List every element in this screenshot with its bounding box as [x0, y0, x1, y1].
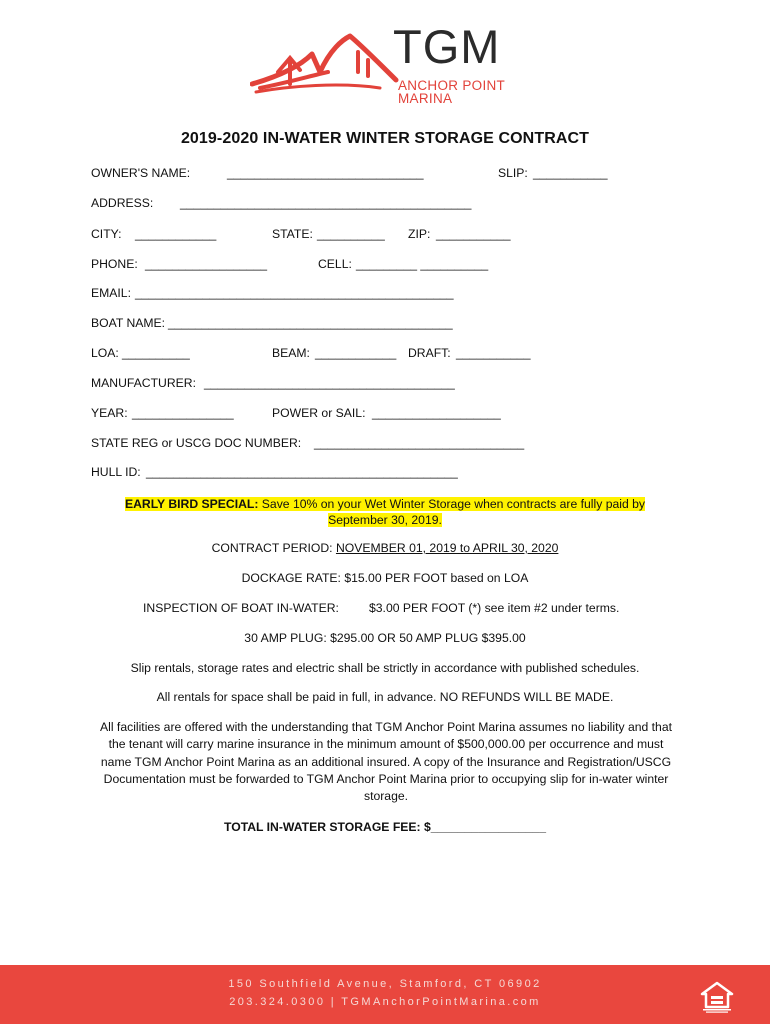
phone-field[interactable]: __________________	[145, 257, 268, 271]
state-field[interactable]: __________	[317, 227, 385, 241]
early-bird-special	[0, 496, 770, 528]
inspection-label: INSPECTION OF BOAT IN-WATER:	[143, 601, 339, 615]
boat-name-label: BOAT NAME:	[91, 316, 166, 330]
email-label: EMAIL:	[91, 286, 131, 300]
amp-plug-rates: 30 AMP PLUG: $295.00 OR 50 AMP PLUG $395.00	[244, 631, 526, 645]
year-label: YEAR:	[91, 406, 128, 420]
special-title: EARLY BIRD SPECIAL:	[124, 497, 259, 511]
draft-label: DRAFT:	[408, 346, 451, 360]
year-field[interactable]: _______________	[132, 406, 234, 420]
beam-field[interactable]: ____________	[315, 346, 397, 360]
roofline-logo-icon	[250, 32, 400, 102]
address-label: ADDRESS:	[91, 196, 154, 210]
dockage-rate: DOCKAGE RATE: $15.00 PER FOOT based on LOA	[241, 571, 529, 585]
period-label: CONTRACT PERIOD:	[211, 541, 333, 555]
cell-label: CELL:	[318, 257, 352, 271]
footer-bar	[0, 965, 770, 1024]
registration-field[interactable]: _______________________________	[314, 436, 525, 450]
page-title: 2019-2020 IN-WATER WINTER STORAGE CONTRACT	[180, 130, 590, 147]
loa-label: LOA:	[91, 346, 119, 360]
footer-contact: 203.324.0300 | TGMAnchorPointMarina.com	[229, 996, 541, 1008]
power-sail-field[interactable]: ___________________	[372, 406, 501, 420]
beam-label: BEAM:	[272, 346, 310, 360]
manufacturer-field[interactable]: _____________________________________	[204, 376, 455, 390]
hull-id-field[interactable]: ______________________________________________	[146, 465, 458, 479]
owner-name-field[interactable]: _____________________________	[227, 166, 424, 180]
slip-field[interactable]: ___________	[533, 166, 608, 180]
city-field[interactable]: ____________	[135, 227, 217, 241]
contract-period	[0, 541, 770, 556]
equal-housing-icon	[700, 980, 734, 1014]
address-field[interactable]: ___________________________________________	[180, 196, 472, 210]
logo-name: TGM	[393, 20, 501, 73]
logo-line-1: ANCHOR POINT	[398, 78, 506, 93]
hull-id-label: HULL ID:	[91, 465, 141, 479]
manufacturer-label: MANUFACTURER:	[91, 376, 196, 390]
footer-address: 150 Southfield Avenue, Stamford, CT 06902	[228, 978, 542, 990]
refund-policy: All rentals for space shall be paid in full, in advance. NO REFUNDS WILL BE MADE.	[156, 690, 614, 704]
marina-logo	[250, 20, 520, 110]
slip-rentals-note: Slip rentals, storage rates and electric shall be strictly in accordance with published schedules.	[130, 661, 640, 675]
email-field[interactable]: _______________________________________________	[135, 286, 454, 300]
special-line-2: September 30, 2019.	[328, 513, 442, 527]
inspection-value: $3.00 PER FOOT (*) see item #2 under terms.	[369, 601, 620, 615]
draft-field[interactable]: ___________	[456, 346, 531, 360]
phone-label: PHONE:	[91, 257, 138, 271]
liability-paragraph: All facilities are offered with the understanding that TGM Anchor Point Marina assumes no liability and that the tenant will carry marine insurance in the minimum amount of $500,000.00 per occurrence and must name TGM Anchor Point Marina as an additional insured. A copy of the Insurance and Registration/USCG Documentation must be forwarded to TGM Anchor Point Marina prior to occupying slip for in-water winter storage.	[100, 720, 672, 804]
slip-label: SLIP:	[498, 166, 528, 180]
zip-field[interactable]: ___________	[436, 227, 511, 241]
logo-line-2: MARINA	[398, 91, 453, 106]
loa-field[interactable]: __________	[122, 346, 190, 360]
state-label: STATE:	[272, 227, 313, 241]
owner-label: OWNER'S NAME:	[91, 166, 191, 180]
special-line-1: Save 10% on your Wet Winter Storage when contracts are fully paid by	[261, 497, 645, 511]
zip-label: ZIP:	[408, 227, 431, 241]
cell-field[interactable]: _________ __________	[356, 257, 489, 271]
city-label: CITY:	[91, 227, 122, 241]
registration-label: STATE REG or USCG DOC NUMBER:	[91, 436, 302, 450]
boat-name-field[interactable]: __________________________________________	[168, 316, 453, 330]
period-value: NOVEMBER 01, 2019 to APRIL 30, 2020	[335, 541, 559, 555]
power-sail-label: POWER or SAIL:	[272, 406, 366, 420]
total-fee: TOTAL IN-WATER STORAGE FEE: $_________________	[224, 820, 546, 834]
